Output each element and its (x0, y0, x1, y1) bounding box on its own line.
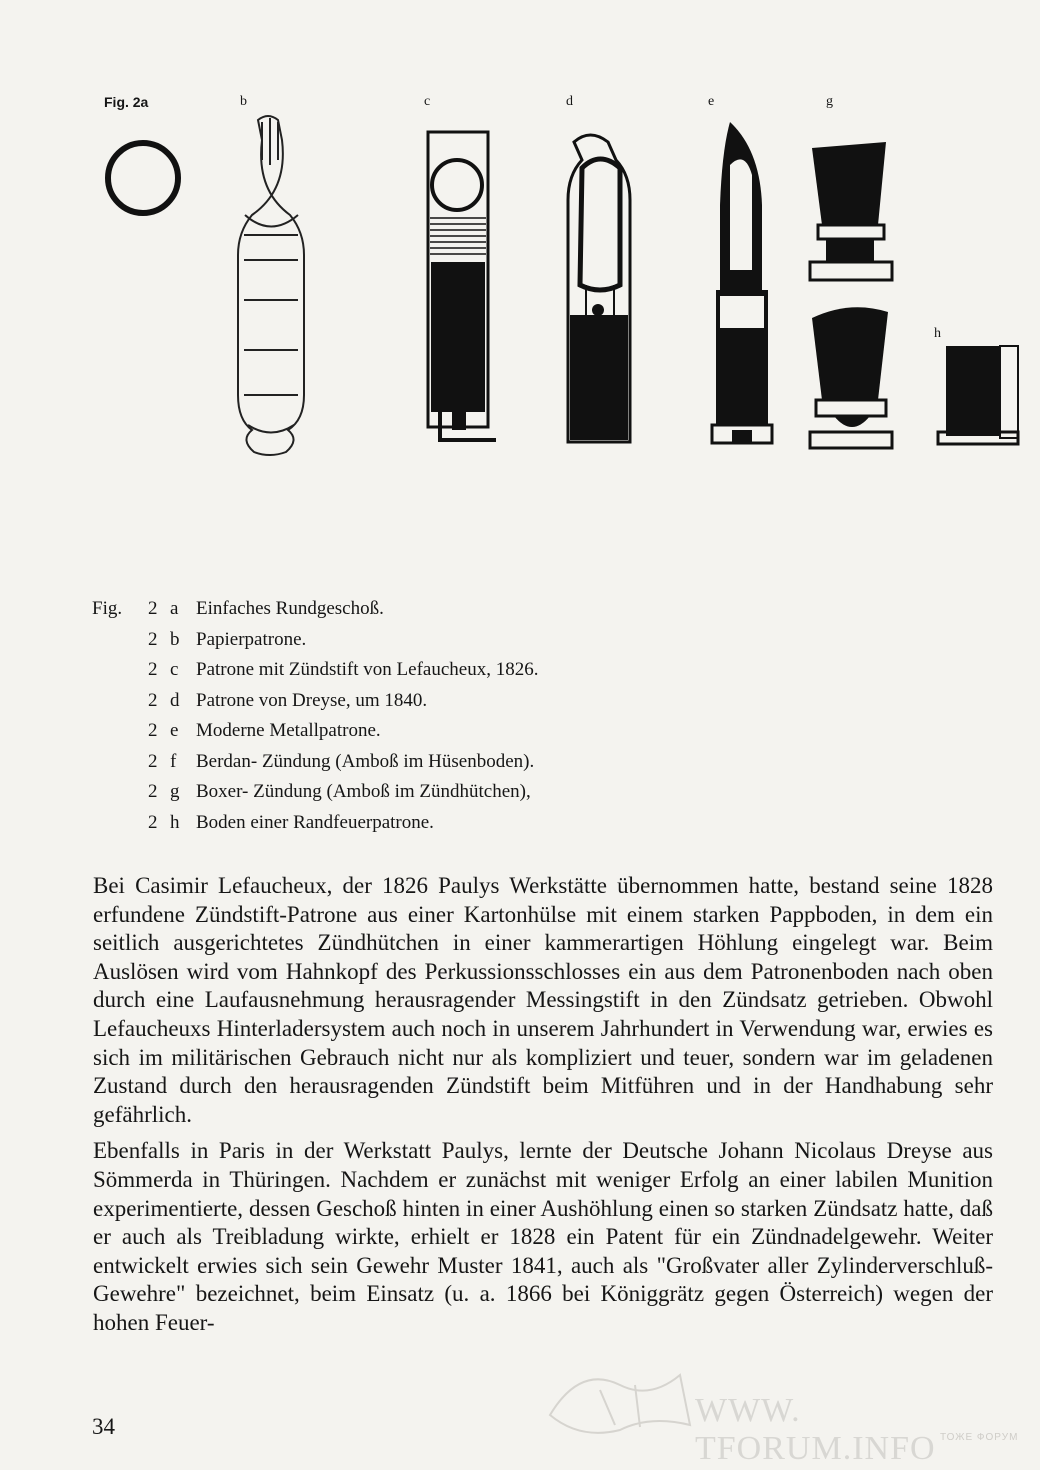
sub-label-g: g (826, 94, 833, 109)
watermark-text: WWW. TFORUM.INFO (695, 1392, 936, 1467)
caption-letter: d (170, 689, 180, 711)
caption-number: 2 (148, 750, 158, 772)
dreyse-cartridge-drawing (568, 135, 630, 442)
sub-label-b: b (240, 94, 247, 109)
caption-letter: c (170, 659, 179, 680)
sub-label-h: h (934, 326, 941, 341)
lefaucheux-cartridge-drawing (428, 132, 496, 440)
cartridge-figure (0, 0, 1040, 590)
caption-text: Berdan- Zündung (Amboß im Hüsenboden). (196, 750, 535, 772)
caption-number: 2 (148, 720, 158, 741)
sub-label-c: c (424, 94, 431, 109)
caption-fig: Fig. (92, 598, 123, 619)
watermark-subtext: ТОЖЕ ФОРУМ (940, 1432, 1019, 1443)
page-number: 34 (92, 1414, 115, 1439)
caption-letter: h (170, 811, 180, 833)
caption-row (92, 625, 538, 656)
metal-cartridge-drawing (712, 122, 772, 443)
round-ball-drawing (108, 143, 178, 213)
caption-number: 2 (148, 628, 158, 650)
caption-number: 2 (148, 781, 158, 802)
caption-row (92, 686, 538, 717)
caption-letter: f (170, 750, 177, 772)
rimfire-base-drawing (938, 346, 1018, 444)
paper-cartridge-drawing (238, 116, 304, 455)
caption-text: Patrone von Dreyse, um 1840. (196, 689, 428, 711)
caption-number: 2 (148, 598, 158, 619)
primer-cartridge-drawing (810, 142, 892, 448)
figure-caption (92, 594, 538, 838)
paragraph-lefaucheux: Bei Casimir Lefaucheux, der 1826 Paulys Werkstätte übernommen hatte, bestand seine 1828 erfundene Zündstift-Patrone aus einer Kartonhülse mit einem starken Pappboden, in dem ein seitlich ausgerichtetes Zündhütchen in einer kammerartigen Höhlung eingelegt war. Beim Auslösen wird vom Hahnkopf des Perkussionsschlosses ein aus dem Patronenboden nach oben durch eine Laufausnehmung herausragender Messingstift in den Zündsatz getrieben. Obwohl Lefaucheuxs Hinterladersystem auch noch in unserem Jahrhundert in Verwendung war, erwies es sich im militärischen Gebrauch nicht nur als kompliziert und teuer, sondern war im geladenen Zustand durch den herausragenden Zündstift beim Mitführen und in der Handhabung sehr gefährlich. (93, 873, 993, 1127)
caption-letter: g (170, 781, 180, 802)
caption-text: Boden einer Randfeuerpatrone. (196, 811, 434, 833)
figure-label: Fig. 2a (104, 94, 149, 110)
caption-text: Moderne Metallpatrone. (196, 720, 381, 741)
caption-row (92, 777, 538, 808)
caption-row (92, 594, 538, 625)
caption-text: Papierpatrone. (196, 628, 307, 650)
caption-row (92, 655, 538, 686)
caption-text: Patrone mit Zündstift von Lefaucheux, 1826. (196, 659, 539, 680)
caption-row (92, 716, 538, 747)
caption-text: Boxer- Zündung (Amboß im Zündhütchen), (196, 781, 531, 802)
caption-row (92, 747, 538, 778)
caption-text: Einfaches Rundgeschoß. (196, 598, 384, 619)
caption-letter: b (170, 628, 180, 650)
caption-row (92, 808, 538, 839)
caption-number: 2 (148, 659, 158, 680)
body-text (93, 872, 993, 1346)
caption-letter: a (170, 598, 179, 619)
sub-label-d: d (566, 94, 573, 109)
caption-number: 2 (148, 689, 158, 711)
caption-number: 2 (148, 811, 158, 833)
sub-label-e: e (708, 94, 715, 109)
paragraph-dreyse: Ebenfalls in Paris in der Werkstatt Paulys, lernte der Deutsche Johann Nicolaus Dreyse aus Sömmerda in Thüringen. Nachdem er zunächst mit weniger Erfolg an einer labilen Munition experimentierte, dessen Geschoß hinten in einer Aushöhlung einen so starken Zündsatz hatte, daß er auch als Treibladung wirkte, erhielt er 1828 ein Patent für ein Zündnadelgewehr. Weiter entwickelt erwies sich sein Gewehr Muster 1841, auch als "Großvater aller Zylinderverschluß-Gewehre" bezeichnet, beim Einsatz (u. a. 1866 bei Königgrätz gegen Österreich) wegen der hohen Feuer- (93, 1138, 993, 1335)
caption-letter: e (170, 720, 179, 741)
